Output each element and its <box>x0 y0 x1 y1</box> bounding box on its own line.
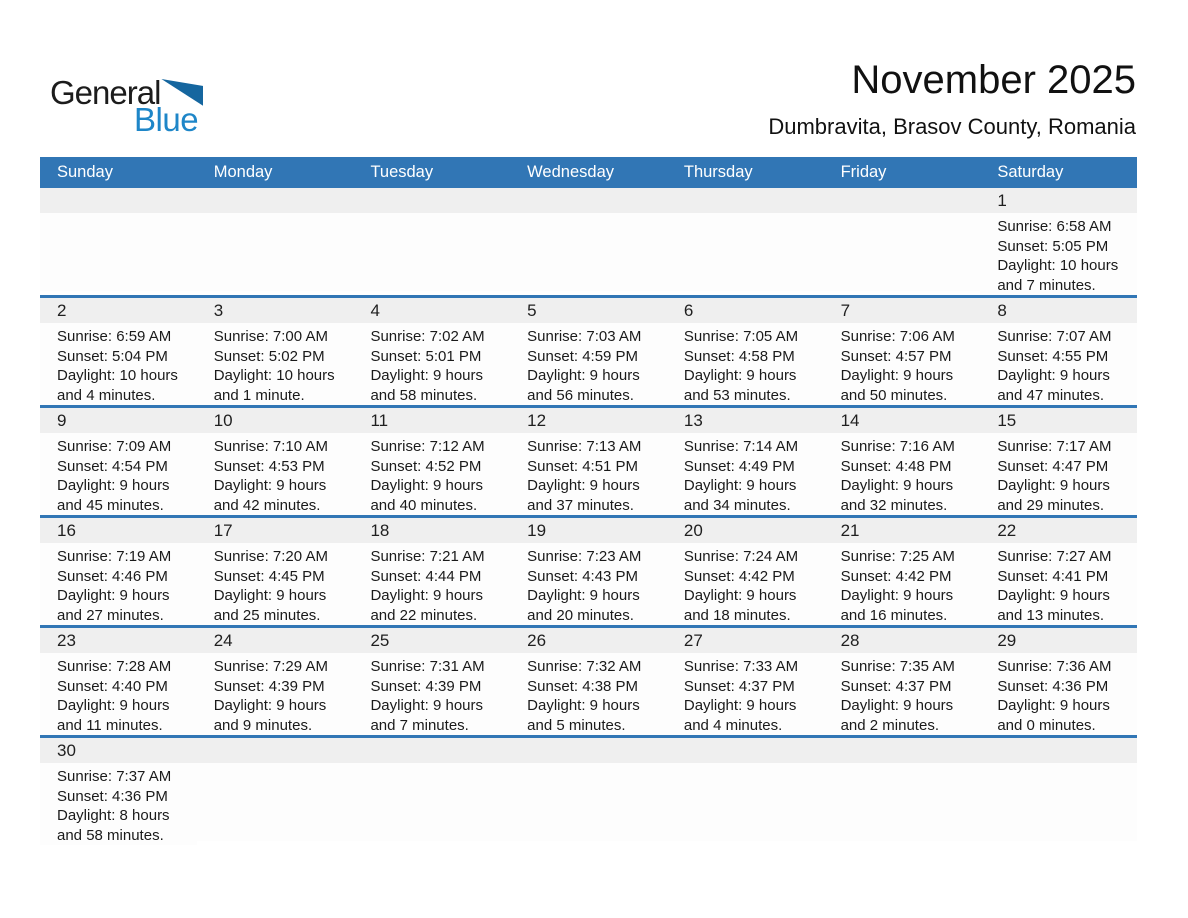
day-detail-line: Daylight: 9 hours <box>997 367 1110 384</box>
day-cell <box>197 628 354 735</box>
day-detail-line: Sunset: 4:49 PM <box>683 457 795 475</box>
day-details <box>197 763 354 841</box>
day-cell <box>824 738 981 845</box>
day-cell <box>40 628 197 735</box>
day-details <box>353 763 510 841</box>
day-cell <box>667 188 824 295</box>
day-details <box>510 543 667 625</box>
day-cell <box>510 628 667 735</box>
day-cell <box>40 188 197 295</box>
day-detail-line: and 7 minutes. <box>997 276 1096 294</box>
day-detail-line: Sunrise: 7:28 AM <box>57 658 172 675</box>
day-cell <box>353 188 510 295</box>
weekday-thursday: Thursday <box>683 163 753 181</box>
weekday-monday: Monday <box>213 163 273 181</box>
day-detail-line: Sunset: 4:54 PM <box>57 457 168 475</box>
day-detail-line: Sunset: 4:55 PM <box>997 347 1109 365</box>
day-detail-line: and 40 minutes. <box>370 496 478 514</box>
day-details <box>667 763 824 841</box>
day-cell <box>510 738 667 845</box>
day-detail-line: Daylight: 9 hours <box>840 367 954 384</box>
day-number <box>353 188 510 213</box>
day-detail-line: Daylight: 9 hours <box>840 587 954 604</box>
week-row <box>40 515 1137 625</box>
week-row <box>40 295 1137 405</box>
day-cell <box>510 408 667 515</box>
day-cell <box>197 298 354 405</box>
day-details <box>980 763 1137 841</box>
day-details <box>980 213 1137 295</box>
day-detail-line: Daylight: 9 hours <box>997 697 1110 714</box>
day-detail-line: Sunset: 4:37 PM <box>840 677 952 695</box>
day-detail-line: Daylight: 9 hours <box>370 697 483 714</box>
day-detail-line: Daylight: 9 hours <box>370 587 483 604</box>
day-details <box>353 213 510 291</box>
day-detail-line: Daylight: 9 hours <box>370 477 483 494</box>
day-detail-line: Sunrise: 7:07 AM <box>997 328 1112 345</box>
day-number: 20 <box>667 518 824 543</box>
day-detail-line: Daylight: 9 hours <box>683 697 797 714</box>
day-detail-line: and 29 minutes. <box>997 496 1105 514</box>
day-detail-line: and 42 minutes. <box>213 496 321 514</box>
day-detail-line: and 45 minutes. <box>57 496 164 514</box>
day-cell <box>667 298 824 405</box>
day-cell <box>510 188 667 295</box>
week-row <box>40 188 1137 295</box>
day-detail-line: Sunrise: 7:32 AM <box>527 658 642 675</box>
day-details <box>353 653 510 735</box>
day-cell <box>40 518 197 625</box>
day-detail-line: Sunset: 4:41 PM <box>997 567 1109 585</box>
day-cell <box>40 738 197 845</box>
month-title: November 2025 <box>851 58 1136 102</box>
day-number: 24 <box>197 628 354 653</box>
day-detail-line: and 58 minutes. <box>57 826 164 844</box>
day-detail-line: Sunset: 4:44 PM <box>370 567 482 585</box>
day-number: 10 <box>197 408 354 433</box>
day-number: 6 <box>667 298 824 323</box>
day-detail-line: Sunset: 4:48 PM <box>840 457 952 475</box>
day-cell <box>353 298 510 405</box>
day-detail-line: Daylight: 9 hours <box>57 587 170 604</box>
day-detail-line: Sunrise: 7:17 AM <box>997 438 1112 455</box>
day-details <box>980 543 1137 625</box>
weekday-wednesday: Wednesday <box>527 163 614 181</box>
week-row <box>40 625 1137 735</box>
day-detail-line: Sunset: 4:42 PM <box>840 567 952 585</box>
day-details <box>824 763 981 841</box>
day-cell <box>667 408 824 515</box>
day-detail-line: Daylight: 9 hours <box>527 697 640 714</box>
day-detail-line: Daylight: 9 hours <box>57 697 170 714</box>
day-detail-line: and 11 minutes. <box>57 716 163 734</box>
logo-text-general: General <box>50 74 161 111</box>
day-detail-line: and 4 minutes. <box>683 716 783 734</box>
day-detail-line: Sunset: 4:43 PM <box>527 567 639 585</box>
day-detail-line: Sunset: 4:37 PM <box>683 677 795 695</box>
day-number: 16 <box>40 518 197 543</box>
day-details <box>353 433 510 515</box>
day-detail-line: Daylight: 10 hours <box>57 367 178 384</box>
day-cell <box>824 628 981 735</box>
day-detail-line: Sunset: 4:36 PM <box>57 787 168 805</box>
general-blue-logo <box>50 76 203 136</box>
day-cell <box>824 298 981 405</box>
day-cell <box>510 298 667 405</box>
day-cell <box>980 408 1137 515</box>
day-number <box>667 738 824 763</box>
day-number: 23 <box>40 628 197 653</box>
day-number: 15 <box>980 408 1137 433</box>
day-number: 9 <box>40 408 197 433</box>
logo-text-blue: Blue <box>134 101 199 138</box>
day-detail-line: and 5 minutes. <box>527 716 626 734</box>
day-number: 13 <box>667 408 824 433</box>
day-number: 17 <box>197 518 354 543</box>
day-details <box>40 433 197 515</box>
day-detail-line: Sunrise: 7:19 AM <box>57 548 172 565</box>
day-detail-line: Sunrise: 7:14 AM <box>683 438 799 455</box>
day-detail-line: Sunset: 4:57 PM <box>840 347 952 365</box>
day-details <box>667 323 824 405</box>
weekday-sunday: Sunday <box>57 163 113 181</box>
day-cell <box>510 518 667 625</box>
day-detail-line: Daylight: 9 hours <box>997 587 1110 604</box>
day-number <box>824 738 981 763</box>
day-detail-line: Sunset: 4:47 PM <box>997 457 1109 475</box>
day-detail-line: Sunrise: 7:03 AM <box>527 328 642 345</box>
day-details <box>353 323 510 405</box>
day-detail-line: and 27 minutes. <box>57 606 164 624</box>
day-detail-line: and 1 minute. <box>213 386 305 404</box>
day-detail-line: and 0 minutes. <box>997 716 1096 734</box>
day-details <box>197 213 354 291</box>
day-cell <box>824 408 981 515</box>
day-detail-line: and 18 minutes. <box>683 606 791 624</box>
week-row <box>40 405 1137 515</box>
week-row <box>40 735 1137 845</box>
day-detail-line: Sunrise: 7:09 AM <box>57 438 172 455</box>
day-number: 11 <box>353 408 510 433</box>
day-cell <box>197 738 354 845</box>
day-detail-line: Daylight: 10 hours <box>997 257 1119 274</box>
day-detail-line: Daylight: 9 hours <box>213 587 327 604</box>
day-detail-line: Sunrise: 7:16 AM <box>840 438 955 455</box>
day-detail-line: Sunrise: 7:05 AM <box>683 328 799 345</box>
day-cell <box>353 408 510 515</box>
day-detail-line: and 37 minutes. <box>527 496 634 514</box>
day-number <box>824 188 981 213</box>
day-details <box>824 433 981 515</box>
day-detail-line: Sunrise: 7:35 AM <box>840 658 955 675</box>
day-detail-line: and 47 minutes. <box>997 386 1105 404</box>
day-detail-line: Sunrise: 6:58 AM <box>997 218 1112 235</box>
day-cell <box>824 518 981 625</box>
day-details <box>40 543 197 625</box>
day-detail-line: Sunset: 4:46 PM <box>57 567 168 585</box>
day-detail-line: and 13 minutes. <box>997 606 1105 624</box>
day-number: 3 <box>197 298 354 323</box>
day-details <box>824 213 981 291</box>
day-detail-line: Sunrise: 7:02 AM <box>370 328 485 345</box>
day-details <box>510 213 667 291</box>
day-detail-line: Sunset: 4:45 PM <box>213 567 325 585</box>
day-cell <box>980 738 1137 845</box>
day-detail-line: and 58 minutes. <box>370 386 478 404</box>
day-detail-line: Daylight: 9 hours <box>213 697 327 714</box>
day-cell <box>980 518 1137 625</box>
weekday-saturday: Saturday <box>997 163 1064 181</box>
day-number: 30 <box>40 738 197 763</box>
day-number: 2 <box>40 298 197 323</box>
day-detail-line: Sunset: 4:39 PM <box>370 677 482 695</box>
day-cell <box>353 518 510 625</box>
day-detail-line: Sunset: 4:58 PM <box>683 347 795 365</box>
day-detail-line: Daylight: 9 hours <box>213 477 327 494</box>
day-number: 12 <box>510 408 667 433</box>
day-details <box>197 433 354 515</box>
day-number: 29 <box>980 628 1137 653</box>
day-detail-line: Sunrise: 7:23 AM <box>527 548 642 565</box>
day-number: 27 <box>667 628 824 653</box>
day-detail-line: Daylight: 9 hours <box>370 367 483 384</box>
day-cell <box>980 628 1137 735</box>
day-detail-line: and 16 minutes. <box>840 606 948 624</box>
day-detail-line: Sunrise: 7:27 AM <box>997 548 1112 565</box>
day-detail-line: Sunrise: 7:00 AM <box>213 328 328 345</box>
day-cell <box>353 628 510 735</box>
day-detail-line: and 22 minutes. <box>370 606 478 624</box>
day-details <box>980 653 1137 735</box>
day-number: 5 <box>510 298 667 323</box>
day-number <box>980 738 1137 763</box>
day-detail-line: Sunset: 4:42 PM <box>683 567 795 585</box>
day-details <box>510 323 667 405</box>
day-detail-line: Daylight: 9 hours <box>527 367 640 384</box>
day-detail-line: Daylight: 9 hours <box>57 477 170 494</box>
day-detail-line: and 25 minutes. <box>213 606 321 624</box>
day-detail-line: and 56 minutes. <box>527 386 634 404</box>
day-detail-line: Sunset: 4:51 PM <box>527 457 639 475</box>
day-detail-line: Daylight: 8 hours <box>57 807 170 824</box>
day-number: 8 <box>980 298 1137 323</box>
day-detail-line: Sunset: 4:39 PM <box>213 677 325 695</box>
day-details <box>40 763 197 845</box>
day-detail-line: and 9 minutes. <box>213 716 313 734</box>
day-details <box>197 653 354 735</box>
day-detail-line: Sunrise: 7:36 AM <box>997 658 1112 675</box>
day-cell <box>197 518 354 625</box>
day-number: 18 <box>353 518 510 543</box>
weeks-container <box>40 188 1137 845</box>
day-details <box>40 213 197 291</box>
day-detail-line: Sunrise: 7:37 AM <box>57 768 172 785</box>
day-detail-line: Daylight: 9 hours <box>683 587 797 604</box>
day-detail-line: Sunset: 4:53 PM <box>213 457 325 475</box>
day-details <box>824 653 981 735</box>
day-cell <box>353 738 510 845</box>
day-number: 25 <box>353 628 510 653</box>
day-detail-line: Sunset: 5:05 PM <box>997 237 1109 255</box>
location-subtitle: Dumbravita, Brasov County, Romania <box>768 114 1136 139</box>
day-details <box>980 433 1137 515</box>
day-detail-line: and 53 minutes. <box>683 386 791 404</box>
day-detail-line: Daylight: 9 hours <box>683 367 797 384</box>
day-detail-line: Sunset: 5:02 PM <box>213 347 325 365</box>
day-details <box>510 763 667 841</box>
day-detail-line: Sunrise: 7:25 AM <box>840 548 955 565</box>
day-detail-line: Sunrise: 7:31 AM <box>370 658 485 675</box>
day-cell <box>667 738 824 845</box>
day-detail-line: Sunset: 4:59 PM <box>527 347 639 365</box>
day-detail-line: Sunrise: 6:59 AM <box>57 328 172 345</box>
weekday-header-row <box>40 157 1137 188</box>
day-details <box>980 323 1137 405</box>
day-number: 4 <box>353 298 510 323</box>
calendar-table <box>40 157 1137 845</box>
day-cell <box>667 628 824 735</box>
day-detail-line: Sunrise: 7:21 AM <box>370 548 485 565</box>
day-details <box>824 543 981 625</box>
day-detail-line: Sunrise: 7:06 AM <box>840 328 955 345</box>
day-detail-line: and 2 minutes. <box>840 716 939 734</box>
day-number: 22 <box>980 518 1137 543</box>
weekday-friday: Friday <box>840 163 887 181</box>
day-details <box>353 543 510 625</box>
day-details <box>824 323 981 405</box>
day-detail-line: Sunset: 4:52 PM <box>370 457 482 475</box>
day-detail-line: and 4 minutes. <box>57 386 156 404</box>
day-detail-line: and 50 minutes. <box>840 386 948 404</box>
day-detail-line: Daylight: 9 hours <box>683 477 797 494</box>
day-details <box>510 653 667 735</box>
day-number <box>353 738 510 763</box>
day-details <box>667 213 824 291</box>
day-details <box>510 433 667 515</box>
day-details <box>667 433 824 515</box>
day-number <box>510 738 667 763</box>
day-detail-line: Sunrise: 7:20 AM <box>213 548 328 565</box>
day-number: 21 <box>824 518 981 543</box>
day-detail-line: Sunrise: 7:24 AM <box>683 548 799 565</box>
day-detail-line: and 7 minutes. <box>370 716 469 734</box>
day-details <box>40 323 197 405</box>
day-details <box>667 543 824 625</box>
day-number <box>197 188 354 213</box>
day-number <box>667 188 824 213</box>
day-details <box>197 323 354 405</box>
day-detail-line: Daylight: 9 hours <box>527 587 640 604</box>
day-number: 19 <box>510 518 667 543</box>
day-number: 26 <box>510 628 667 653</box>
day-detail-line: and 34 minutes. <box>683 496 791 514</box>
day-cell <box>824 188 981 295</box>
day-detail-line: Sunset: 4:40 PM <box>57 677 168 695</box>
day-detail-line: and 32 minutes. <box>840 496 948 514</box>
day-number: 7 <box>824 298 981 323</box>
day-number: 14 <box>824 408 981 433</box>
day-detail-line: Sunrise: 7:12 AM <box>370 438 485 455</box>
day-cell <box>197 188 354 295</box>
day-detail-line: Sunset: 5:01 PM <box>370 347 482 365</box>
day-detail-line: Sunrise: 7:33 AM <box>683 658 799 675</box>
day-cell <box>197 408 354 515</box>
day-detail-line: Sunset: 5:04 PM <box>57 347 168 365</box>
title-block <box>768 58 1136 140</box>
day-detail-line: Sunset: 4:38 PM <box>527 677 639 695</box>
day-number <box>197 738 354 763</box>
day-detail-line: Sunrise: 7:13 AM <box>527 438 642 455</box>
day-number: 1 <box>980 188 1137 213</box>
day-detail-line: and 20 minutes. <box>527 606 634 624</box>
day-number <box>40 188 197 213</box>
day-number <box>510 188 667 213</box>
day-detail-line: Daylight: 9 hours <box>840 477 954 494</box>
day-cell <box>980 298 1137 405</box>
day-detail-line: Daylight: 9 hours <box>997 477 1110 494</box>
day-detail-line: Sunrise: 7:29 AM <box>213 658 328 675</box>
day-detail-line: Sunset: 4:36 PM <box>997 677 1109 695</box>
day-cell <box>667 518 824 625</box>
day-details <box>40 653 197 735</box>
day-cell <box>40 408 197 515</box>
day-detail-line: Daylight: 10 hours <box>213 367 335 384</box>
day-cell <box>980 188 1137 295</box>
day-number: 28 <box>824 628 981 653</box>
day-detail-line: Daylight: 9 hours <box>840 697 954 714</box>
day-cell <box>40 298 197 405</box>
day-details <box>667 653 824 735</box>
day-detail-line: Daylight: 9 hours <box>527 477 640 494</box>
weekday-tuesday: Tuesday <box>370 163 434 181</box>
day-details <box>197 543 354 625</box>
day-detail-line: Sunrise: 7:10 AM <box>213 438 328 455</box>
